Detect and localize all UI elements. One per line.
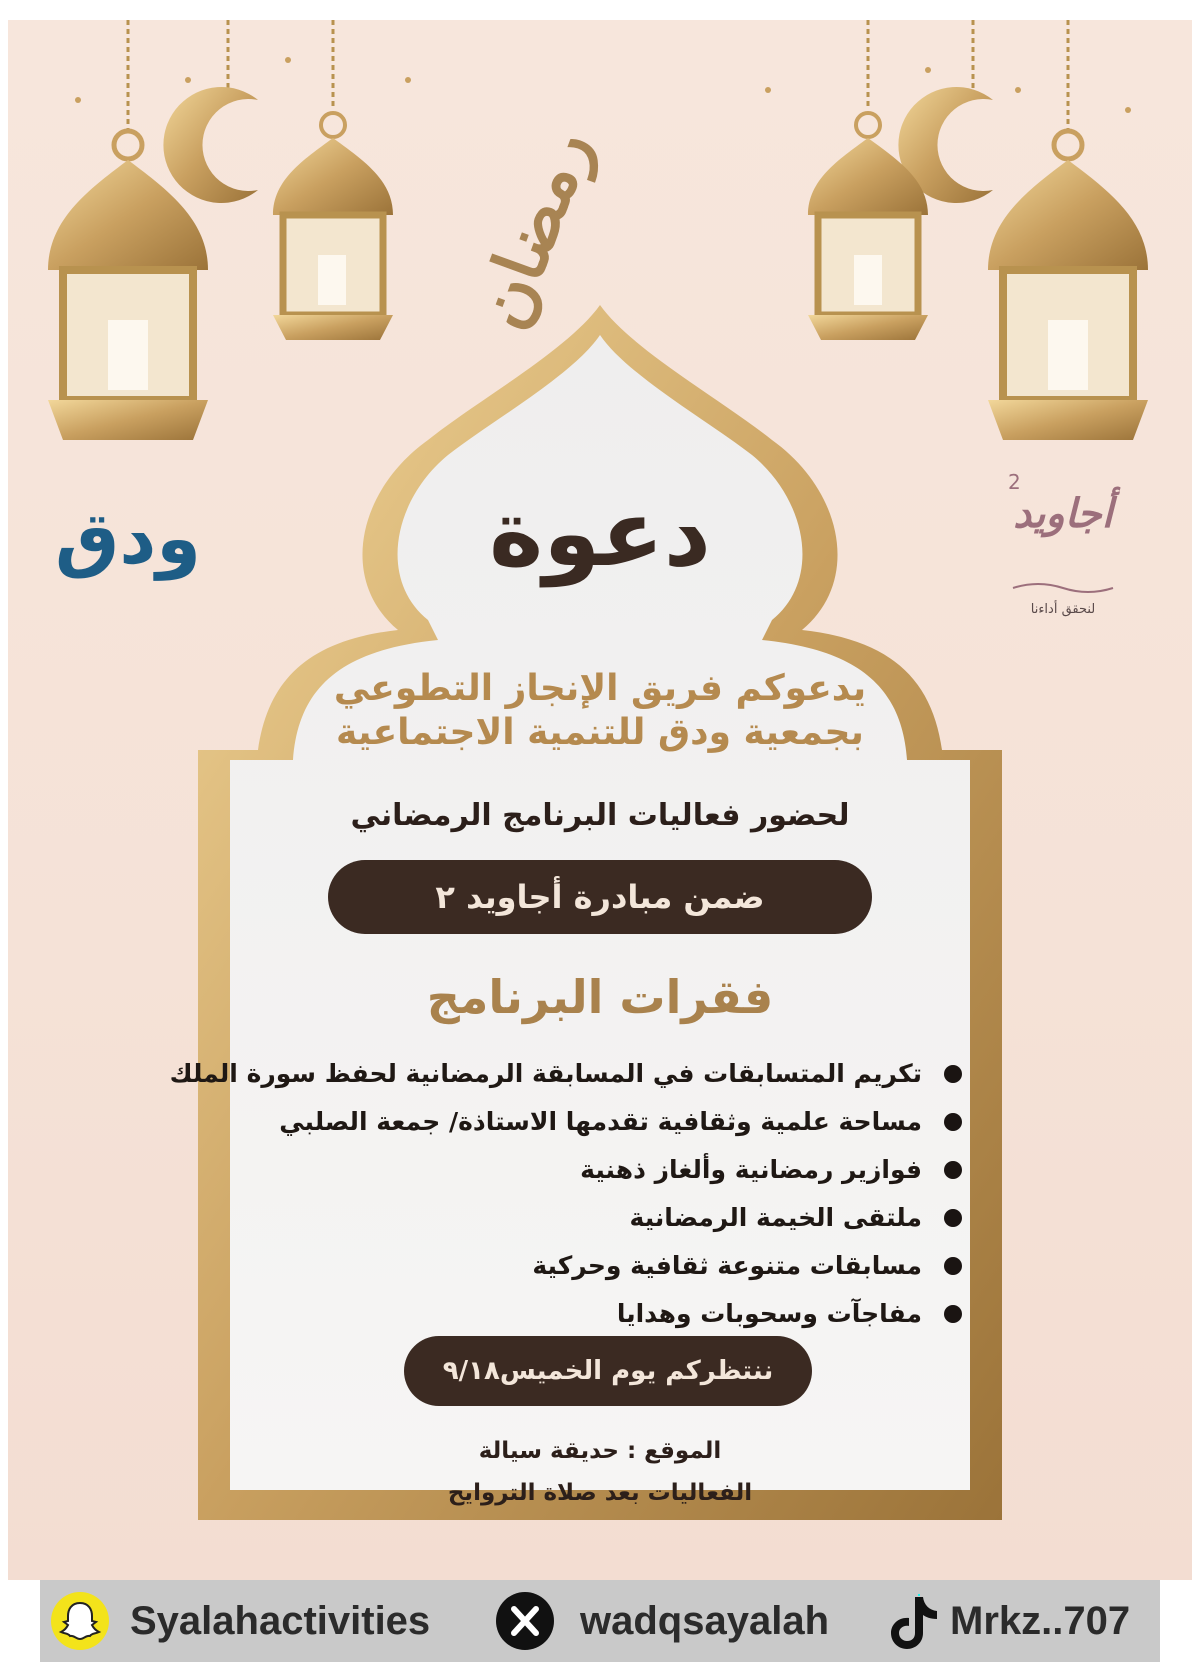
lantern-icon	[273, 113, 393, 340]
snapchat-handle[interactable]: Syalahactivities	[130, 1599, 431, 1643]
bullet-icon	[944, 1305, 962, 1323]
program-list	[169, 1050, 962, 1338]
bullet-icon	[944, 1257, 962, 1275]
bullet-icon	[944, 1065, 962, 1083]
list-item: مسابقات متنوعة ثقافية وحركية	[262, 1242, 962, 1290]
lantern-icon	[988, 131, 1148, 440]
list-item: مفاجآت وسحوبات وهدايا	[262, 1290, 962, 1338]
tiktok-handle[interactable]: Mrkz..707	[950, 1599, 1131, 1643]
invite-line-2: بجمعية ودق للتنمية الاجتماعية	[336, 712, 864, 753]
ajaweed-logo: 2 أجاويد لنحقق أداءنا	[1008, 470, 1113, 617]
tiktok-icon[interactable]	[885, 1591, 941, 1651]
page-title: دعوة	[488, 480, 712, 587]
list-item: ملتقى الخيمة الرمضانية	[262, 1194, 962, 1242]
timing-text: الفعاليات بعد صلاة التروايح	[447, 1480, 753, 1506]
social-footer	[40, 1580, 1160, 1662]
date-badge: ننتظركم يوم الخميس٩/١٨	[404, 1336, 812, 1406]
invite-line-1: يدعوكم فريق الإنجاز التطوعي	[333, 668, 867, 709]
section-title: فقرات البرنامج	[426, 970, 774, 1024]
list-item: فوازير رمضانية وألغاز ذهنية	[262, 1146, 962, 1194]
list-item: مساحة علمية وثقافية تقدمها الاستاذة/ جمعة الصلبي	[262, 1098, 962, 1146]
sub-line: لحضور فعاليات البرنامج الرمضاني	[350, 798, 850, 833]
snapchat-icon[interactable]	[50, 1591, 110, 1651]
list-item: تكريم المتسابقات في المسابقة الرمضانية لحفظ سورة الملك	[262, 1050, 962, 1098]
wadq-logo: ودق	[54, 496, 202, 580]
ramadan-calligraphy: رمضان	[458, 118, 607, 340]
crescent-icon	[163, 87, 258, 203]
bullet-icon	[944, 1209, 962, 1227]
location-text: الموقع : حديقة سيالة	[478, 1438, 722, 1464]
x-handle[interactable]: wadqsayalah	[580, 1599, 830, 1643]
x-icon[interactable]	[495, 1591, 555, 1651]
initiative-badge: ضمن مبادرة أجاويد ٢	[328, 860, 872, 934]
invitation-poster	[8, 20, 1192, 1580]
bullet-icon	[944, 1113, 962, 1131]
bullet-icon	[944, 1161, 962, 1179]
